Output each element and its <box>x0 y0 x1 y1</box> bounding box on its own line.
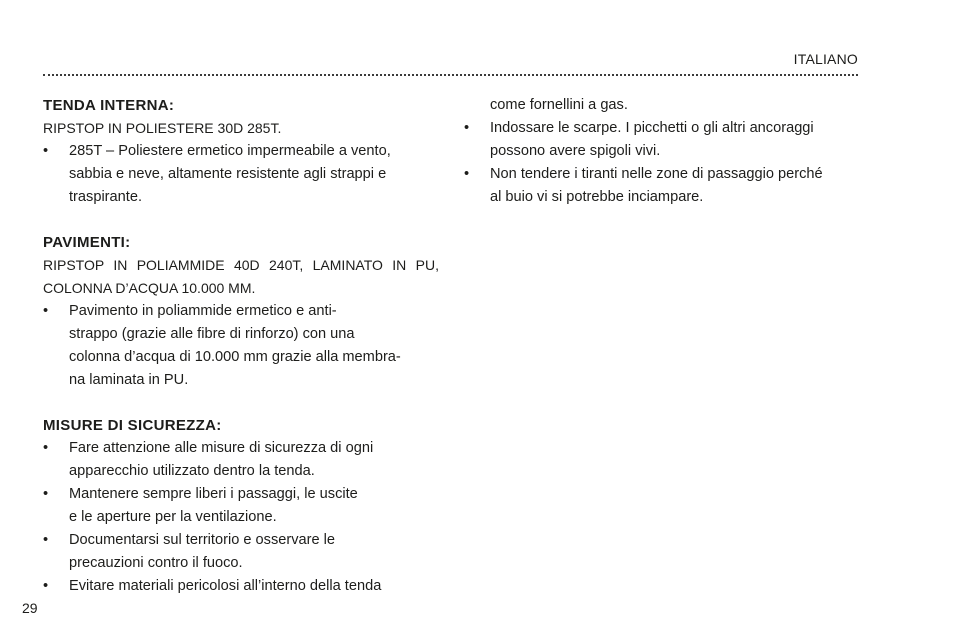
bullet-dot-icon: • <box>43 532 49 548</box>
safety-bullets <box>43 437 439 598</box>
bullet-dot-icon: • <box>43 143 49 159</box>
left-column <box>43 94 439 598</box>
inner-tent-spec: RIPSTOP IN POLIESTERE 30D 285T. <box>43 120 282 136</box>
floors-bullets <box>43 300 439 392</box>
bullet-dot-icon: • <box>43 303 49 319</box>
bullet-item <box>464 117 860 163</box>
bullet-line: na laminata in PU. <box>69 372 189 388</box>
bullet-line: Non tendere i tiranti nelle zone di passaggio perché <box>490 166 823 182</box>
floors-heading: PAVIMENTI: <box>43 234 131 251</box>
bullet-dot-icon: • <box>43 440 49 456</box>
bullet-item <box>464 163 860 209</box>
bullet-line: Fare attenzione alle misure di sicurezza di ogni <box>69 440 374 456</box>
right-column <box>464 94 860 209</box>
bullet-line: Pavimento in poliammide ermetico e anti- <box>69 303 337 319</box>
bullet-line: precauzioni contro il fuoco. <box>69 555 243 571</box>
bullet-item <box>43 529 439 575</box>
bullet-line: strappo (grazie alle fibre di rinforzo) con una <box>69 326 355 342</box>
safety-bullets-continued <box>464 117 860 209</box>
bullet-item <box>43 437 439 483</box>
floors-spec-line-2: COLONNA D’ACQUA 10.000 MM. <box>43 280 256 296</box>
bullet-dot-icon: • <box>464 120 470 136</box>
bullet-line: traspirante. <box>69 189 143 205</box>
bullet-item <box>43 300 439 392</box>
bullet-item <box>43 575 439 598</box>
bullet-line: Mantenere sempre liberi i passaggi, le uscite <box>69 486 358 502</box>
safety-continuation: come fornellini a gas. <box>490 97 628 113</box>
bullet-dot-icon: • <box>464 166 470 182</box>
dotted-divider <box>43 74 858 76</box>
bullet-line: 285T – Poliestere ermetico impermeabile a vento, <box>69 143 391 159</box>
bullet-line: apparecchio utilizzato dentro la tenda. <box>69 463 315 479</box>
bullet-line: Indossare le scarpe. I picchetti o gli altri ancoraggi <box>490 120 814 136</box>
bullet-dot-icon: • <box>43 486 49 502</box>
page-number: 29 <box>22 600 38 616</box>
language-label: ITALIANO <box>793 51 858 67</box>
bullet-item <box>43 140 439 209</box>
bullet-item <box>43 483 439 529</box>
floors-spec-line-1: RIPSTOP IN POLIAMMIDE 40D 240T, LAMINATO IN PU, <box>43 257 439 273</box>
bullet-line: colonna d’acqua di 10.000 mm grazie alla membra- <box>69 349 401 365</box>
bullet-dot-icon: • <box>43 578 49 594</box>
inner-tent-bullets <box>43 140 439 209</box>
inner-tent-heading: TENDA INTERNA: <box>43 97 175 114</box>
bullet-line: al buio vi si potrebbe inciampare. <box>490 189 704 205</box>
bullet-line: e le aperture per la ventilazione. <box>69 509 277 525</box>
floors-spec <box>43 254 439 300</box>
bullet-line: sabbia e neve, altamente resistente agli strappi e <box>69 166 387 182</box>
bullet-line: Documentarsi sul territorio e osservare le <box>69 532 336 548</box>
safety-heading: MISURE DI SICUREZZA: <box>43 417 222 434</box>
bullet-line: Evitare materiali pericolosi all’interno della tenda <box>69 578 382 594</box>
bullet-line: possono avere spigoli vivi. <box>490 143 661 159</box>
